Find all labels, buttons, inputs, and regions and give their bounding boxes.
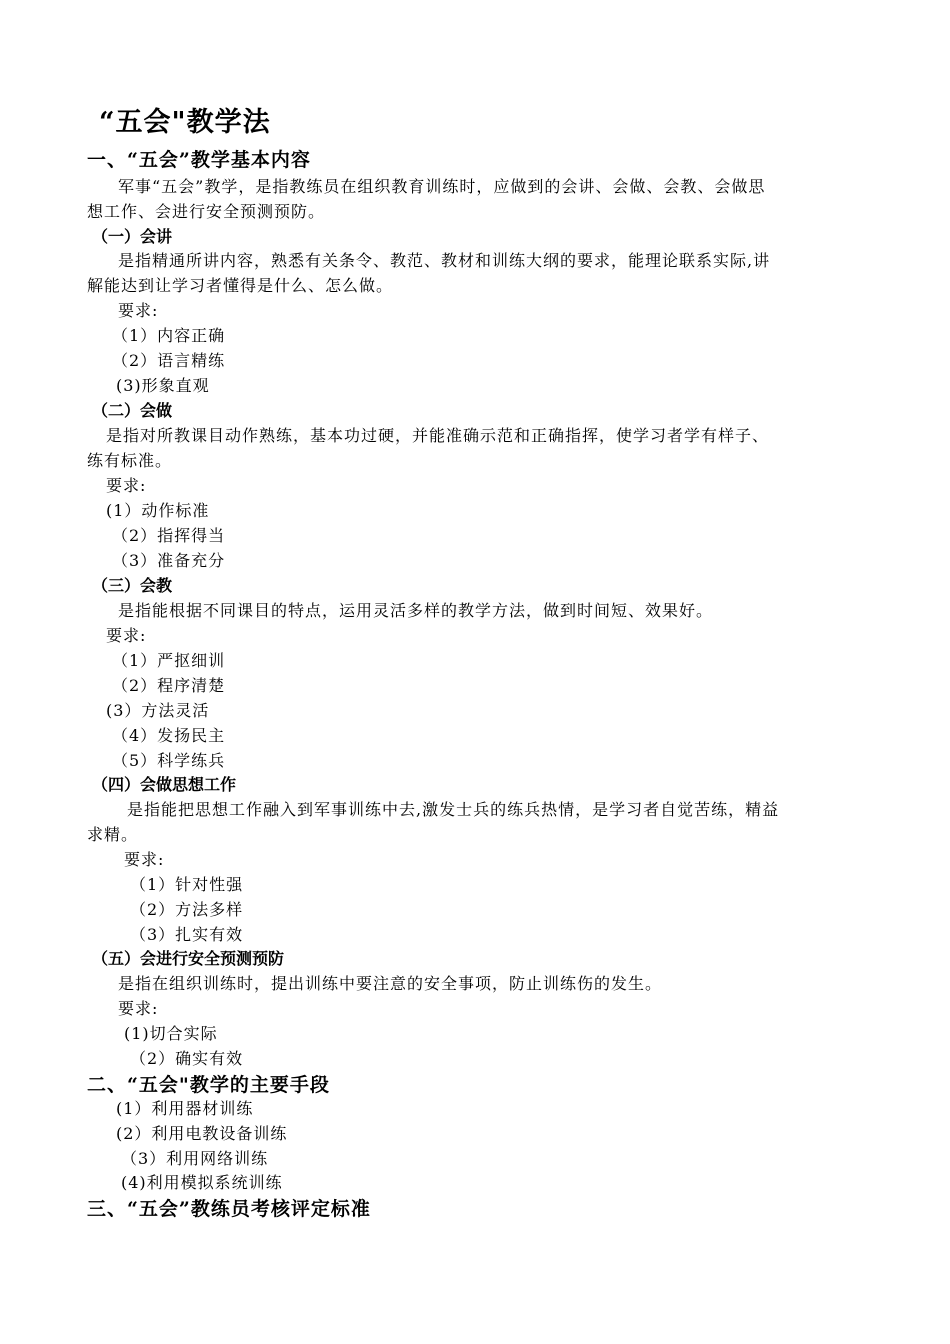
document-title: “五会"教学法: [99, 107, 271, 138]
requirement-item: （4）发扬民主: [112, 726, 226, 745]
means-item: (2）利用电教设备训练: [116, 1124, 288, 1143]
subsection-heading-3: （三）会教: [92, 576, 173, 595]
subsection-desc-line: 练有标准。: [87, 451, 173, 470]
subsection-desc-line: 解能达到让学习者懂得是什么、怎么做。: [87, 276, 394, 295]
means-item: (4)利用模拟系统训练: [121, 1173, 283, 1192]
subsection-desc-line: 求精。: [87, 825, 139, 844]
subsection-desc-line: 是指在组织训练时，提出训练中要注意的安全事项，防止训练伤的发生。: [118, 974, 663, 993]
subsection-heading-2: （二）会做: [92, 401, 173, 420]
requirements-label: 要求:: [106, 476, 147, 495]
means-item: （3）利用网络训练: [121, 1149, 269, 1168]
section-heading-2: 二、“五会"教学的主要手段: [87, 1074, 330, 1096]
requirement-item: (1)切合实际: [124, 1024, 218, 1043]
subsection-desc-line: 是指能根据不同课目的特点，运用灵活多样的教学方法，做到时间短、效果好。: [118, 601, 714, 620]
requirement-item: （2）方法多样: [130, 900, 244, 919]
requirement-item: （3）准备充分: [112, 551, 226, 570]
requirement-item: （3）扎实有效: [130, 925, 244, 944]
subsection-desc-line: 是指精通所讲内容，熟悉有关条令、教范、教材和训练大纲的要求，能理论联系实际,讲: [118, 251, 771, 270]
intro-line-1: 军事“五会”教学，是指教练员在组织教育训练时，应做到的会讲、会做、会教、会做思: [118, 177, 766, 196]
subsection-desc-line: 是指对所教课目动作熟练，基本功过硬，并能准确示范和正确指挥，使学习者学有样子、: [106, 426, 770, 445]
requirements-label: 要求:: [124, 850, 165, 869]
requirement-item: （2）确实有效: [130, 1049, 244, 1068]
requirement-item: (3)形象直观: [116, 376, 210, 395]
subsection-heading-5: （五）会进行安全预测预防: [92, 949, 285, 968]
subsection-heading-4: （四）会做思想工作: [92, 775, 237, 794]
requirement-item: （1）针对性强: [130, 875, 244, 894]
requirement-item: （1）严抠细训: [112, 651, 226, 670]
requirement-item: （2）指挥得当: [112, 526, 226, 545]
requirements-label: 要求:: [118, 301, 159, 320]
requirement-item: (3）方法灵活: [106, 701, 210, 720]
requirements-label: 要求:: [106, 626, 147, 645]
means-item: (1）利用器材训练: [116, 1099, 254, 1118]
subsection-heading-1: （一）会讲: [92, 227, 173, 246]
section-heading-3: 三、“五会”教练员考核评定标准: [87, 1198, 371, 1220]
requirement-item: （5）科学练兵: [112, 751, 226, 770]
requirement-item: （1）内容正确: [112, 326, 226, 345]
section-heading-1: 一、“五会”教学基本内容: [87, 149, 311, 171]
requirement-item: （2）语言精练: [112, 351, 226, 370]
subsection-desc-line: 是指能把思想工作融入到军事训练中去,激发士兵的练兵热情，是学习者自觉苦练，精益: [127, 800, 780, 819]
requirement-item: （2）程序清楚: [112, 676, 226, 695]
requirement-item: (1）动作标准: [106, 501, 210, 520]
requirements-label: 要求:: [118, 999, 159, 1018]
intro-line-2: 想工作、会进行安全预测预防。: [87, 202, 326, 221]
